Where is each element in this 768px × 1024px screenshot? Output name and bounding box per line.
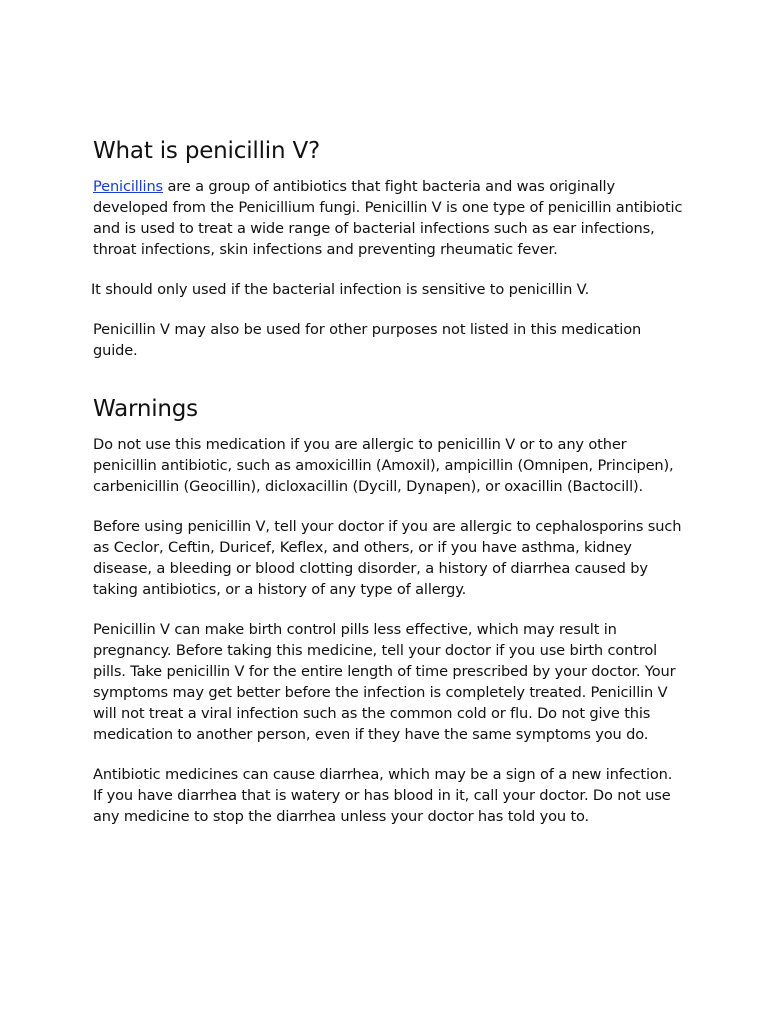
warnings-doctor-paragraph: Before using penicillin V, tell your doctor if you are allergic to cephalosporins such as Ceclor, Ceftin, Duricef, Keflex, and others, or if you have asthma, kidney disease, a bleeding or blood clotting disorder, a history of diarrhea caused by taking antibiotics, or a history of any type of allergy. [93,518,682,598]
sensitivity-paragraph: It should only used if the bacterial infection is sensitive to penicillin V. [91,281,590,298]
penicillins-link[interactable]: Penicillins [93,178,164,195]
warnings-birth-control-paragraph: Penicillin V can make birth control pills less effective, which may result in pregnancy. Before taking this medicine, tell your doctor if you use birth control pills. Take penicillin V for the entire length of time prescribed by your doctor. Your symptoms may get better before the infection is completely treated. Penicillin V will not treat a viral infection such as the common cold or flu. Do not give this medication to another person, even if they have the same symptoms you do. [93,621,676,743]
section-spacer [93,380,685,392]
heading-what-is-penicillin: What is penicillin V? [93,138,320,164]
intro-paragraph [93,176,685,260]
heading-warnings: Warnings [93,396,198,422]
document-page [93,134,685,846]
warnings-diarrhea-paragraph: Antibiotic medicines can cause diarrhea, which may be a sign of a new infection. If you have diarrhea that is watery or has blood in it, call your doctor. Do not use any medicine to stop the diarrhea unless your doctor has told you to. [93,766,673,825]
intro-paragraph-text: are a group of antibiotics that fight bacteria and was originally developed from the Penicillium fungi. Penicillin V is one type of penicillin antibiotic and is used to treat a wide range of bacterial infections such as ear infections, throat infections, skin infections and preventing rheumatic fever. [93,178,683,258]
other-purposes-paragraph: Penicillin V may also be used for other purposes not listed in this medication guide. [93,321,642,359]
warnings-allergy-paragraph: Do not use this medication if you are allergic to penicillin V or to any other penicillin antibiotic, such as amoxicillin (Amoxil), ampicillin (Omnipen, Principen), carbenicillin (Geocillin), dicloxacillin (Dycill, Dynapen), or oxacillin (Bactocill). [93,436,674,495]
